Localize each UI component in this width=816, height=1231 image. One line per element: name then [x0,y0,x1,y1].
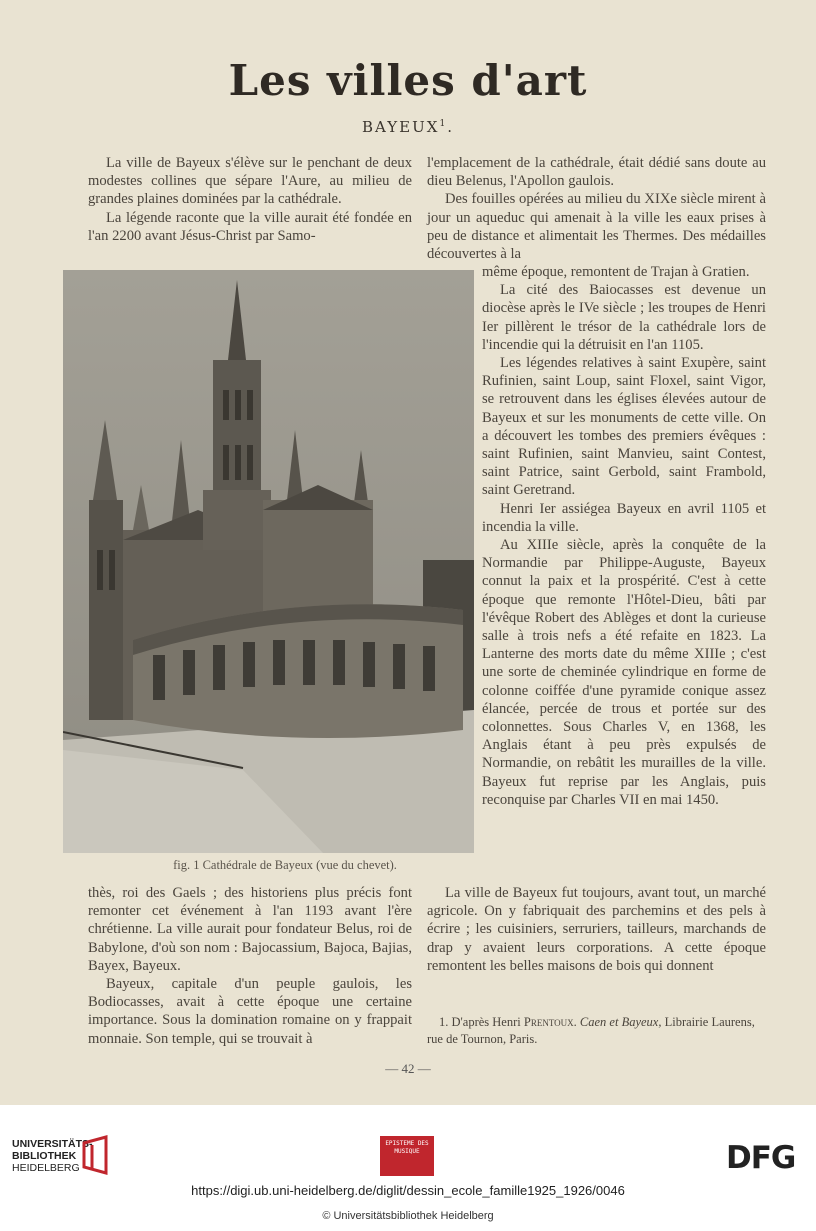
dfg-logo[interactable]: DFG [726,1140,796,1176]
subtitle-text: BAYEUX [362,118,440,136]
footnote-prefix: 1. D'après Henri [439,1015,521,1029]
cathedral-photo [63,270,474,853]
footnote [427,1014,766,1047]
paragraph: Les légendes relatives à saint Exupère, saint Rufinien, saint Loup, saint Floxel, saint Vigor, se retrouvent dans les églises élevées autour de Bayeux et sur les monuments de cette ville. On a découvert les tombes des premiers évêques : saint Rufinien, saint Manvieu, saint Contest, saint Patrice, saint Gerbold, saint Frambold, saint Geretrand. [482,355,766,499]
copyright-notice: © Universitätsbibliothek Heidelberg [322,1210,494,1222]
column-right-bottom [427,884,766,975]
paragraph: Des fouilles opérées au milieu du XIXe siècle mirent à jour un aqueduc qui amenait à la ville les eaux prises à peu de distance et alimentait les Thermes. Des médailles découvertes à la [427,191,766,263]
column-left-bottom [88,884,412,1048]
library-logo-icon[interactable] [80,1135,114,1177]
column-right-top [427,154,766,263]
footnote-rest: Librairie Laurens, rue de Tournon, Paris. [427,1015,755,1046]
footnote-work: Caen et Bayeux, [579,1015,662,1029]
permalink-url[interactable]: https://digi.ub.uni-heidelberg.de/diglit/dessin_ecole_famille1925_1926/0046 [191,1183,625,1198]
paragraph: Bayeux, capitale d'un peuple gaulois, les Bodiocasses, avait à cette époque une certaine importance. Sous la domination romaine on y frappait monnaie. Son temple, qui se trouvait à [88,976,412,1047]
footnote-author: Prentoux. [523,1015,577,1029]
paragraph: Au XIIIe siècle, après la conquête de la Normandie par Philippe-Auguste, Bayeux connut la paix et la prospérité. C'est à cette époque que remonte l'Hôtel-Dieu, bâti par l'évêque Robert des Ablèges et dont la curieuse salle à trois nefs a été refaite en 1823. La Lanterne des morts date du même XIIIe ; c'est une sorte de cheminée cylindrique en forme de colonne coiffée d'une pyramide conique assez élancée, percée de trous et portée sur des colonnettes. Sous Charles V, en 1368, les Anglais étant à peu près expulsés de Normandie, on rebâtit les murailles de la ville. Bayeux fut reprise par les Anglais, puis reconquise par Charles VII en mai 1450. [482,537,766,808]
partner-badge[interactable]: EPISTEME DES MUSIQUE [380,1136,434,1176]
article-title: Les villes d'art [228,56,588,105]
subtitle-note-marker: 1 [439,119,448,129]
paragraph: La cité des Baiocasses est devenue un diocèse après le IVe siècle ; les troupes de Henri Ier pillèrent le trésor de la cathédrale lors de l'incendie qui la détruisit en l'an 1105. [482,282,766,353]
paragraph: thès, roi des Gaels ; des historiens plus précis font remonter cet événement à l'an 1193 avant l'ère chrétienne. La ville aurait pour fondateur Belus, roi de Babylone, d'où son nom : Bajocassium, Bajoca, Bajias, Bayex, Bayeux. [88,885,412,974]
library-line-2: BIBLIOTHEK [12,1150,77,1162]
figure-caption: fig. 1 Cathédrale de Bayeux (vue du chevet). [173,858,397,872]
library-line-3: HEIDELBERG [12,1162,80,1174]
column-left-top [88,154,412,245]
paragraph: l'emplacement de la cathédrale, était dédié sans doute au dieu Belenus, l'Apollon gaulois. [427,155,766,190]
cathedral-illustration [63,270,474,853]
paragraph: La ville de Bayeux s'élève sur le penchant de deux modestes collines que sépare l'Aure, au milieu de grandes plaines dominées par la cathédrale. [88,155,412,208]
column-right-narrow [482,263,766,809]
article-subtitle: BAYEUX$^1$. [362,118,454,136]
paragraph: même époque, remontent de Trajan à Gratien. [482,264,750,280]
paragraph: La ville de Bayeux fut toujours, avant tout, un marché agricole. On y fabriquait des parchemins et des pels à écrire ; les cuisiniers, serruriers, tailleurs, marchands de drap y avaient leurs corporations. A cette époque remontent les belles maisons de bois qui donnent [427,885,766,974]
library-line-1: UNIVERSITÄTS- [12,1138,93,1150]
paragraph: La légende raconte que la ville aurait été fondée en l'an 2200 avant Jésus-Christ par Samo- [88,209,412,244]
paragraph: Henri Ier assiégea Bayeux en avril 1105 et incendia la ville. [482,500,766,535]
page-number: — 42 — [385,1061,431,1076]
